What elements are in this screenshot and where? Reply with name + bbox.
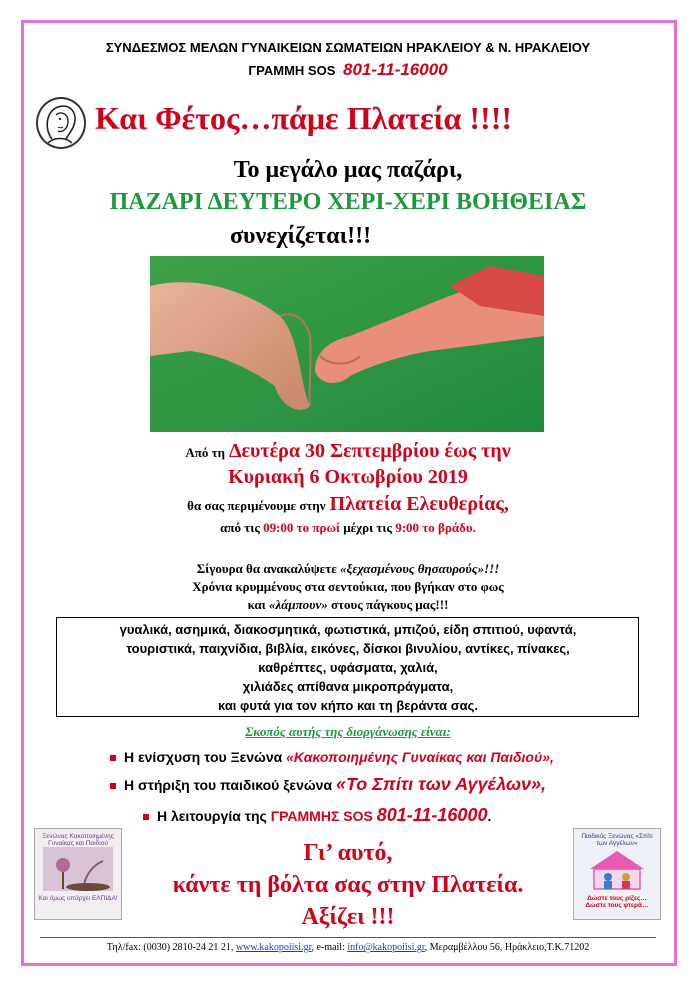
main-title: Και Φέτος…πάμε Πλατεία !!!! bbox=[95, 100, 513, 136]
closing-line-1: Γι’ αυτό, bbox=[303, 840, 393, 866]
organization-name: ΣΥΝΔΕΣΜΟΣ ΜΕΛΩΝ ΓΥΝΑΙΚΕΙΩΝ ΣΩΜΑΤΕΙΩΝ ΗΡΑΚΛΕΙΟΥ & Ν. ΗΡΑΚΛΕΙΟΥ bbox=[105, 40, 591, 55]
sos-label: ΓΡΑΜΜΗ SOS bbox=[248, 63, 336, 78]
email-link[interactable]: info@kakopoiisi.gr bbox=[347, 942, 425, 953]
items-line: καθρέπτες, υφάσματα, χαλιά, bbox=[258, 660, 438, 675]
bullet-square-icon bbox=[143, 814, 149, 820]
woman-face-logo-icon bbox=[36, 97, 86, 149]
bullet-square-icon bbox=[110, 755, 116, 761]
date-line-1: Από τη Δευτέρα 30 Σεπτεμβρίου έως την bbox=[185, 440, 511, 462]
website-link[interactable]: www.kakopoiisi.gr bbox=[235, 942, 312, 953]
treasures-line-1: Σίγουρα θα ανακαλύψετε «ξεχασμένους θησαυρούς»!!! bbox=[196, 561, 500, 576]
bazaar-name: ΠΑΖΑΡΙ ΔΕΥΤΕΡΟ ΧΕΡΙ-ΧΕΡΙ ΒΟΗΘΕΙΑΣ bbox=[109, 189, 587, 215]
purpose-heading: Σκοπός αυτής της διοργάνωσης είναι: bbox=[245, 724, 451, 739]
purpose-item-shelter: Η ενίσχυση του Ξενώνα «Κακοποιημένης Γυναίκας και Παιδιού», bbox=[110, 749, 554, 765]
location-line: θα σας περιμένουμε στην Πλατεία Ελευθερίας, bbox=[187, 493, 509, 515]
items-line: και φυτά για τον κήπο και τη βεράντα σας. bbox=[218, 698, 478, 713]
angels-house-badge-image: Παιδικός Ξενώνας «Σπίτι των Αγγέλων» Δώστε τους ρίζες… Δώστε τους φτερά… bbox=[573, 828, 661, 920]
treasures-line-3: και «λάμπουν» στους πάγκους μας!!! bbox=[247, 597, 449, 612]
hours-line: από τις 09:00 το πρωί μέχρι τις 9:00 το βράδυ. bbox=[220, 520, 476, 535]
sos-number: 801-11-16000 bbox=[343, 60, 448, 79]
footer-contact: Τηλ/fax: (0030) 2810-24 21 21, www.kakopoiisi.gr, e-mail: info@kakopoiisi.gr, Μεραμβέλλου 56, Ηράκλειο,Τ.Κ.71202 bbox=[106, 942, 590, 953]
start-date: Δευτέρα 30 Σεπτεμβρίου έως την bbox=[228, 440, 511, 462]
purpose-item-angels-house: Η στήριξη του παιδικού ξενώνα «Το Σπίτι των Αγγέλων», bbox=[110, 774, 546, 795]
closing-line-2: κάντε τη βόλτα σας στην Πλατεία. bbox=[172, 872, 524, 898]
bullet-square-icon bbox=[110, 783, 116, 789]
treasures-line-2: Χρόνια κρυμμένους στα σεντούκια, που βγήκαν στο φως bbox=[192, 579, 504, 594]
shelter-badge-image: Ξενώνας Κακοποιημένης Γυναίκας και Παιδιού Και όμως υπάρχει ΕΛΠΙΔΑ! bbox=[34, 828, 122, 920]
purpose-item-sos-line: Η λειτουργία της ΓΡΑΜΜΗΣ SOS 801-11-16000. bbox=[143, 805, 491, 826]
closing-line-3: Αξίζει !!! bbox=[301, 904, 395, 930]
footer-divider bbox=[40, 937, 656, 938]
sos-line bbox=[0, 60, 696, 80]
location: Πλατεία Ελευθερίας, bbox=[329, 493, 509, 515]
items-line: τουριστικά, παιχνίδια, βιβλία, εικόνες, δίσκοι βινυλίου, αντίκες, πίνακες, bbox=[126, 641, 570, 656]
end-date: Κυριακή 6 Οκτωβρίου 2019 bbox=[228, 466, 468, 488]
intro-line-3: συνεχίζεται!!! bbox=[230, 223, 372, 249]
intro-line-1: Το μεγάλο μας παζάρι, bbox=[233, 157, 463, 183]
items-line: χιλιάδες απίθανα μικροπράγματα, bbox=[242, 679, 454, 694]
items-line: γυαλικά, ασημικά, διακοσμητικά, φωτιστικά, μπιζού, είδη σπιτιού, υφαντά, bbox=[119, 622, 577, 637]
hands-photo bbox=[150, 256, 544, 432]
